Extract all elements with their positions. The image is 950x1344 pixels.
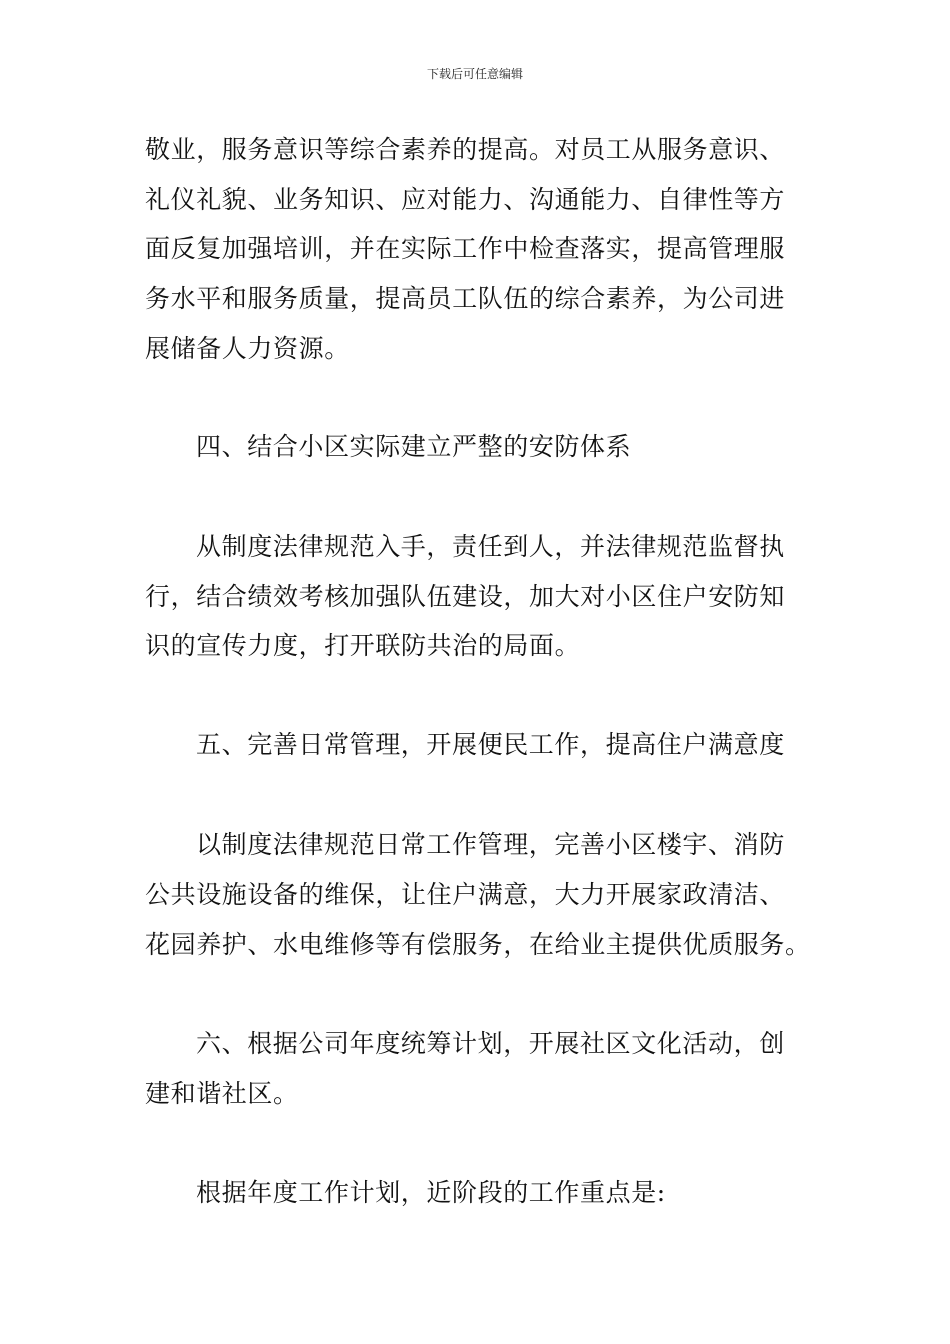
- section-heading-6-line-2: 建和谐社区。: [145, 1079, 299, 1108]
- section-heading-5: 五、完善日常管理，开展便民工作，提高住户满意度: [196, 730, 785, 759]
- paragraph-3-line-1: 以制度法律规范日常工作管理，完善小区楼宇、消防: [196, 830, 785, 859]
- paragraph-3-line-2: 公共设施设备的维保，让住户满意，大力开展家政清洁、: [145, 880, 786, 909]
- paragraph-1-line-2: 礼仪礼貌、业务知识、应对能力、沟通能力、自律性等方: [145, 185, 786, 214]
- section-heading-6-line-1: 六、根据公司年度统筹计划，开展社区文化活动，创: [196, 1029, 785, 1058]
- paragraph-2-line-2: 行，结合绩效考核加强队伍建设，加大对小区住户安防知: [145, 582, 786, 611]
- page-header: 下载后可任意编辑: [426, 67, 523, 81]
- section-heading-4: 四、结合小区实际建立严整的安防体系: [196, 432, 632, 461]
- paragraph-1-line-1: 敬业，服务意识等综合素养的提高。对员工从服务意识、: [145, 135, 786, 164]
- paragraph-4-line-1: 根据年度工作计划，近阶段的工作重点是:: [196, 1178, 666, 1207]
- paragraph-3-line-3: 花园养护、水电维修等有偿服务，在给业主提供优质服务。: [145, 930, 811, 959]
- paragraph-2-line-3: 识的宣传力度，打开联防共治的局面。: [145, 631, 581, 660]
- paragraph-1-line-4: 务水平和服务质量，提高员工队伍的综合素养，为公司进: [145, 284, 786, 313]
- paragraph-1-line-5: 展储备人力资源。: [145, 334, 350, 363]
- paragraph-1-line-3: 面反复加强培训，并在实际工作中检查落实，提高管理服: [145, 234, 786, 263]
- paragraph-2-line-1: 从制度法律规范入手，责任到人，并法律规范监督执: [196, 532, 785, 561]
